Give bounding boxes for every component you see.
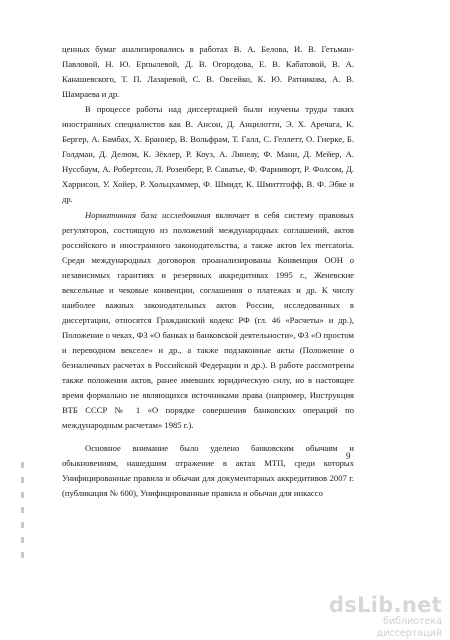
body-text <box>62 42 354 501</box>
page-number: 9 <box>346 451 351 461</box>
margin-scan-marks <box>18 462 28 572</box>
watermark-subtitle: библиотека диссертаций <box>376 616 442 639</box>
scan-mark <box>21 492 24 498</box>
watermark-logo: dsLib.net <box>328 593 442 617</box>
italic-lead: Нормативная база исследования <box>85 209 211 220</box>
paragraph-foreign-authors: В процессе работы над диссертацией были изучены труды таких иностранных специалистов как В. Ансон, Д. Анцилотти, Э. Х. Аречага, К. Бергер, А. Бамбах, Х. Браннер, В. Вольфрам, Т. Галл, С. Геллетт, О. Гнерке, Б. Голдман, Д. Делюм, К. Зёклер, Р. Коуз, А. Линеау, Ф. Манн, Д. Мейер, А. Нуссбаум, А. Робертсон, Л. Розенберг, Р. Саватье, Ф. Фарниворт, Р. Фолсом, Д. Харрисон, У. Хойер, Р. Хольцхаммер, Ф. Шмидт, К. Шмиттгофф, В. Ф. Эбке и др. <box>62 104 354 205</box>
scan-mark <box>21 477 24 483</box>
scan-mark <box>21 462 24 468</box>
paragraph-continuation: ценных бумаг анализировались в работах В. А. Белова, И. В. Гетьман-Павловой, Н. Ю. Ерпылевой, Д. В. Огородова, Е. В. Кабатовой, В. А. Канашевского, Т. П. Лазаревой, С. В. Овсейко, К. Ю. Ратникова, А. В. Шамраева и др. <box>62 44 354 100</box>
scan-mark <box>21 522 24 528</box>
watermark <box>318 594 450 637</box>
paragraph-normative-base-text: включает в себя систему правовых регуляторов, состоящую из положений международных соглашений, актов российского и иностранного законодательства, а также актов lex mercatoria. Среди международных договоров проанализированы Конвенция ООН о независимых гарантиях и резервных аккредитивах 1995 г., Женевские вексельные и чековые конвенции, соглашения о платежах и др. К числу наиболее важных законодательных актов России, исследованных в диссертации, относятся Гражданский кодекс РФ (гл. 46 «Расчеты» и др.), Положение о чеках, ФЗ «О банках и банковской деятельности», ФЗ «О простом и переводном векселе» и др., а также подзаконные акты (Положение о безналичных расчетах в Российской Федерации и др.). В работе рассмотрены также положения актов, ранее имевших юридическую силу, но в настоящее время формально не являющихся источниками права (например, Инструкция ВТБ СССР № 1 «О порядке совершения банковских операций по международным расчетам» 1985 г.). <box>62 209 354 431</box>
paragraph-banking-customs: Основное внимание было уделено банковским обычаям и обыкновениям, нашедшим отражение в актах МТП, среди которых Унифицированные правила и обычаи для документарных аккредитивов 2007 г. (публикация № 600), Унифицированные правила и обычаи для инкассо <box>62 443 354 499</box>
scan-mark <box>21 507 24 513</box>
paragraph-normative-base <box>62 208 354 434</box>
scan-mark <box>21 537 24 543</box>
scan-mark <box>21 552 24 558</box>
